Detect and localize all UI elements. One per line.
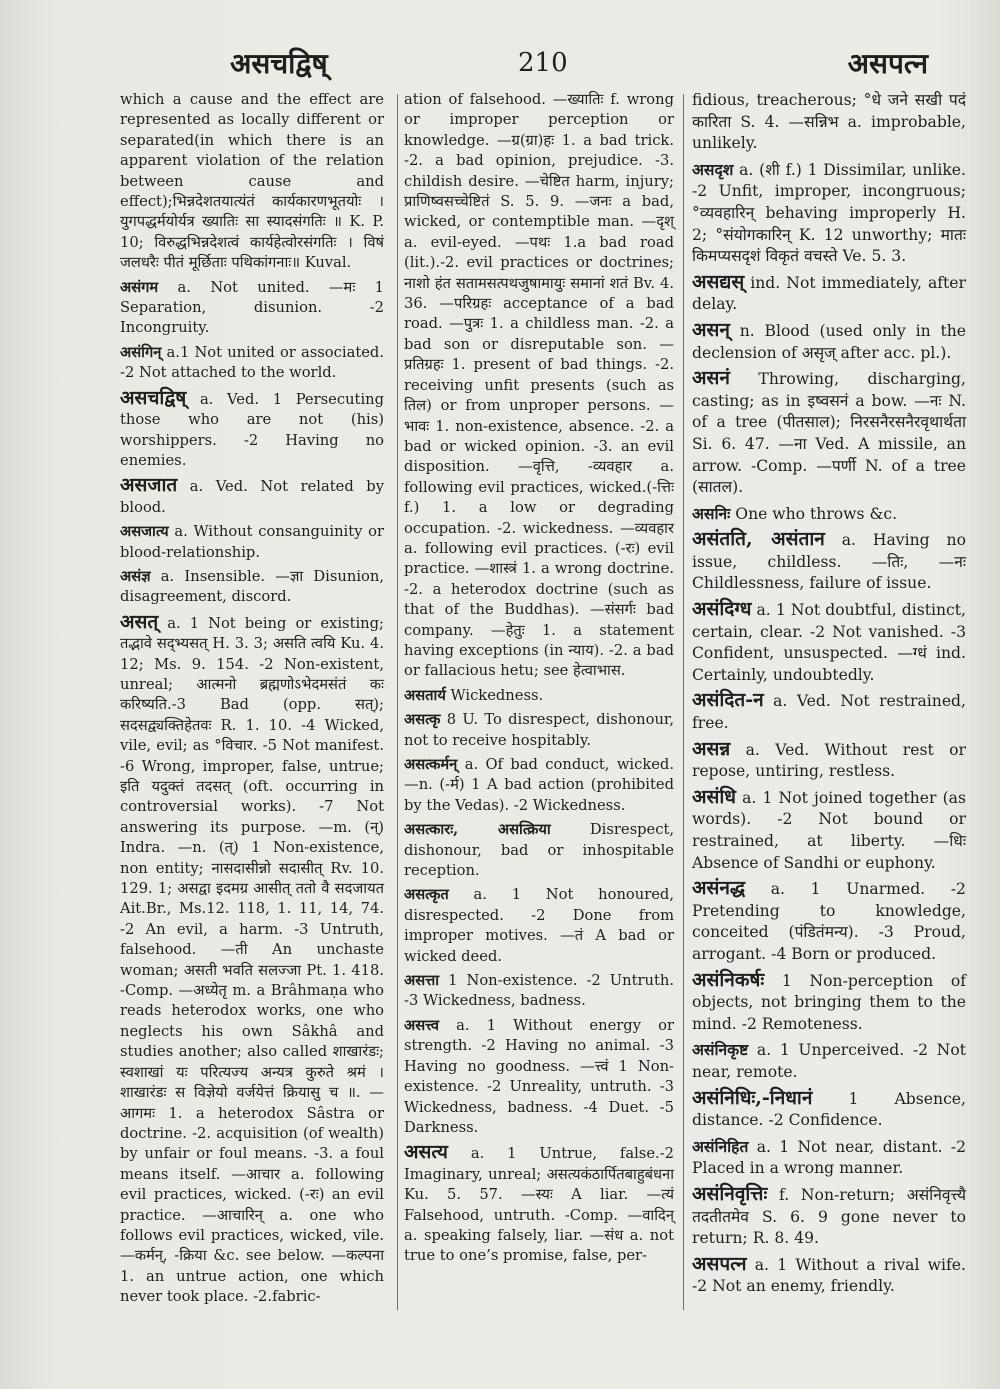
entry-definition: which a cause and the effect are represented as locally different or separated(in which there is an apparent violation of the relation between cause and effect);भिन्नदेशतयात्यंतं कार्यकारणभूतयोः । युगपद्धर्मयोर्यत्र ख्यातिः सा स्यादसंगतिः ॥ K. P. 10; विरुद्धभिन्नदेशत्वं कार्यहेत्वोरसंगतिः । विषं जलधरैः पीतं मूर्छिताः पथिकांगनाः॥ Kuval. [120,91,384,272]
dictionary-entry [692,368,966,499]
entry-definition: a.1 Not united or associated. -2 Not attached to the world. [120,343,384,382]
entry-definition: a. 1 Not honoured, disrespected. -2 Done from improper motives. —तं A bad or wicked deed. [404,886,674,965]
entry-definition: ation of falsehood. —ख्यातिः f. wrong or improper perception or knowledge. —ग्र(ग्रा)हः 1. a bad trick. -2. a bad opinion, prejudice. -3. childish desire. —चेष्टित harm, injury; प्राणिष्वसच्चेष्टितं S. 5. 9. —जनः a bad, wicked, or contemptible man. —दृश् a. evil-eyed. —पथः 1.a bad road (lit.).-2. evil practices or doctrines; नाशो हंत सतामसत्पथजुषामायुः समानां शतं Bv. 4. 36. —परिग्रहः acceptance of a bad road. —पुत्रः 1. a childless man. -2. a bad son or disreputable son. —प्रतिग्रहः 1. present of bad things. -2. receiving unfit presents (such as तिल) or from unproper persons. —भावः 1. non-existence, absence. -2. a bad or wicked opinion. -3. an evil disposition. —वृत्ति, -व्यवहार a. following evil practices, wicked.(-त्तिः f.) 1. a low or degrading occupation. -2. wickedness. —व्यवहार a. following evil practices. (-रः) evil practice. —शास्त्रं 1. a wrong doctrine. -2. a heterodox doctrine (such as that of the Buddhas). —संसर्गः bad company. —हेतुः 1. a statement having exceptions (in न्याय). -2. a bad or fallacious hetu; see हेत्वाभास. [404,91,674,680]
page-number: 210 [518,48,568,78]
dictionary-entry [692,1254,966,1298]
entry-definition: a. 1 Without a rival wife. -2 Not an enemy, friendly. [692,1255,966,1296]
dictionary-entry [120,388,384,472]
entry-headword: असंनिकर्षः [692,968,765,991]
entry-definition: 8 U. To disrespect, dishonour, not to receive hospitably. [404,711,674,749]
entry-definition: ind. Not immediately, after delay. [692,273,966,314]
dictionary-entry [692,320,966,364]
column-2 [404,90,674,1315]
dictionary-entry [692,272,966,316]
dictionary-entry [404,90,674,682]
dictionary-entry [404,755,674,816]
dictionary-entry [120,612,384,1308]
entry-headword: असत्कृ [404,711,441,729]
entry-definition: a. Having no issue, childless. —तिः, —नः Childlessness, failure of issue. [692,531,966,593]
entry-headword: असंनद्ध [692,877,746,900]
entry-definition: a. 1 Untrue, false.-2 Imaginary, unreal; असत्यकंठार्पितबाहुबंधना Ku. 5. 57. —स्यः A liar. —त्यं Falsehood, untruth. -Comp. —वादिन् a. speaking falsely, liar. —संध a. not true to one’s promise, false, per- [404,1145,675,1265]
entry-headword: असजात [120,474,178,497]
entry-headword: असंज्ञ [120,567,151,585]
entry-headword: असंधि [692,785,736,808]
entry-headword: असजात्य [120,523,169,541]
dictionary-entry [404,885,674,967]
entry-definition: a. 1 Not near, distant. -2 Placed in a wrong manner. [692,1137,966,1178]
dictionary-entry [692,503,966,526]
dictionary-entry [692,90,966,155]
entry-headword: असंनिहित [692,1136,749,1156]
dictionary-entry [692,690,966,734]
entry-definition: a. Ved. 1 Persecuting those who are not (his) worshippers. -2 Having no enemies. [120,390,385,469]
entry-headword: असनं [692,367,730,390]
entry-headword: असनिः [692,503,731,523]
entry-definition: fidious, treacherous; °धे जने सखी पदं कारिता S. 4. —सन्निभ a. improbable, unlikely. [692,91,966,153]
dictionary-entry [404,686,674,706]
column-divider [397,94,398,1310]
right-running-headword: असपत्न [847,47,928,80]
entry-headword: असत्कृत [404,886,449,904]
dictionary-entry [404,1142,674,1266]
entry-headword: असंदिग्ध [692,598,752,621]
entry-headword: असद्यस् [692,270,745,293]
dictionary-entry [692,1039,966,1083]
entry-headword: असंतति, असंतान [692,528,825,551]
entry-definition: a. Ved. Without rest or repose, untiring, restless. [692,740,966,781]
column-3 [692,90,966,1315]
dictionary-entry [692,739,966,783]
entry-headword: असन् [692,318,730,341]
entry-headword: असत्त्व [404,1016,439,1034]
entry-headword: असंगिन् [120,343,162,361]
entry-definition: a. Not united. —मः 1 Separation, disunion. -2 Incongruity. [120,278,384,337]
entry-definition: a. Ved. Not restrained, free. [692,692,966,733]
dictionary-entry [692,1184,966,1250]
dictionary-entry [120,475,384,518]
entry-definition: a. 1 Not doubtful, distinct, certain, clear. -2 Not vanished. -3 Confident, unsuspected. —ग्धं ind. Certainly, undoubtedly. [692,601,966,684]
dictionary-entry [692,878,966,965]
entry-definition: 1 Non-existence. -2 Untruth. -3 Wickedness, badness. [404,972,674,1010]
entry-headword: असन्न [692,737,731,760]
entry-definition: a. 1 Unperceived. -2 Not near, remote. [692,1041,966,1081]
dictionary-entry [692,970,966,1036]
entry-definition: 1 Absence, distance. -2 Confidence. [692,1089,966,1130]
entry-headword: असंगम [120,278,159,296]
entry-definition: a. 1 Not being or existing; तद्भावे सद्भ्यसत् H. 3. 3; असति त्वयि Ku. 4. 12; Ms. 9. 154. -2 Non-existent, unreal; आत्मनो ब्रह्मणोऽभेदमसंतं कः करिष्यति.-3 Bad (opp. सत्); सदसद्व्यक्तिहेतवः R. 1. 10. -4 Wicked, vile, evil; as °विचार. -5 Not manifest. -6 Wrong, improper, false, untrue; इति यदुक्तं तदसत् (oft. occurring in controversial works). -7 Not answering its purpose. —m. (न्) Indra. —n. (त्) 1 Non-existence, non entity; नासदासीन्नो सदासीत् Rv. 10. 129. 1; असद्वा इदमग्र आसीत् ततो वै सदजायत Ait.Br., Ms.12. 118, 1. 11, 14, 74. -2 An evil, a harm. -3 Untruth, falsehood. —ती An unchaste woman; असती भवति सलज्जा Pt. 1. 418. -Comp. —अध्येतृ m. a Brâhmaṇa who reads heterodox works, one who neglects his own Sâkhâ and studies another; also called शाखारंडः; स्वशाखां यः परित्यज्य अन्यत्र कुरुते श्रमं । शाखारंडः स विज्ञेयो वर्जयेत्तं क्रियासु च ॥. —आगमः 1. a heterodox Sâstra or doctrine. -2. acquisition (of wealth) by unfair or foul means. -3. a foul means itself. —आचार a. following evil practices, wicked. (-रः) an evil practice. —आचारिन् a. one who follows evil practices, wicked, vile. —कर्मन्, -क्रिया &c. see below. —कल्पना 1. an untrue action, one which never took place. -2.fabric- [120,614,384,1306]
dictionary-entry [692,787,966,874]
entry-headword: असत्कर्मन् [404,756,458,773]
entry-definition: a. Insensible. —ज्ञा Disunion, disagreement, discord. [120,567,384,606]
dictionary-entry [404,710,674,751]
entry-definition: Wickedness. [450,686,544,704]
column-1 [120,90,384,1315]
entry-headword: असंनिकृष्ट [692,1040,749,1060]
entry-headword: असत्कारः, असत्क्रिया [404,821,551,839]
dictionary-entry [404,1016,674,1138]
dictionary-entry [120,278,384,339]
dictionary-entry [692,1088,966,1132]
entry-definition: Disrespect, dishonour, bad or inhospitable reception. [404,821,675,880]
left-running-headword: असचद्विष् [230,47,328,80]
entry-definition: 1 Non-perception of objects, not bringing them to the mind. -2 Remoteness. [692,971,966,1033]
entry-headword: असंदित-न [692,689,764,712]
entry-headword: असंनिधिः,-निधानं [692,1086,813,1109]
dictionary-entry [120,90,384,274]
dictionary-entry [120,522,384,563]
page-header [120,44,964,90]
entry-definition: n. Blood (used only in the declension of असृज् after acc. pl.). [692,321,966,362]
dictionary-entry [692,1136,966,1180]
dictionary-entry [692,159,966,268]
entry-headword: असदृश [692,159,734,179]
entry-headword: असपत्न [692,1252,747,1275]
entry-definition: a. 1 Not joined together (as words). -2 Not bound or restrained, at liberty. —धिः Absence of Sandhi or euphony. [692,788,966,872]
entry-definition: a. Of bad conduct, wicked. —n. (-र्म) 1 A bad action (prohibited by the Vedas). -2 Wickedness. [404,756,675,814]
dictionary-entry [692,529,966,595]
entry-definition: a. 1 Without energy or strength. -2 Having no animal. -3 Having no goodness. —त्त्वं 1 Non-existence. -2 Unreality, untruth. -3 Wickedness, badness. -4 Duet. -5 Darkness. [404,1016,674,1136]
entry-definition: f. Non-return; असंनिवृत्त्यै तदतीतमेव S. 6. 9 gone never to return; R. 8. 49. [692,1185,966,1248]
entry-definition: a. 1 Unarmed. -2 Pretending to knowledge, conceited (पंडितंमन्य). -3 Proud, arrogant. -4 Born or produced. [692,880,966,963]
entry-headword: असत् [120,610,159,633]
dictionary-entry [120,567,384,608]
column-divider [683,94,684,1310]
entry-headword: असंनिवृत्तिः [692,1182,768,1205]
entry-definition: a. Ved. Not related by blood. [120,478,384,516]
entry-headword: असत्ता [404,972,440,990]
dictionary-entry [404,971,674,1012]
entry-headword: असत्य [404,1141,448,1164]
dictionary-columns [120,90,966,1320]
dictionary-entry [692,599,966,686]
dictionary-entry [404,820,674,881]
entry-headword: असचद्विष् [120,386,187,409]
entry-definition: One who throws &c. [735,504,898,523]
entry-definition: a. (शी f.) 1 Dissimilar, unlike. -2 Unfit, improper, incongruous; °व्यवहारिन् behaving improperly H. 2; °संयोगकारिन् K. 12 unworthy; मातः किमप्यसदृशं विकृतं वचस्ते Ve. 5. 3. [692,160,966,266]
dictionary-entry [120,343,384,384]
entry-definition: Throwing, discharging, casting; as in इष्वसनं a bow. —नः N. of a tree (पीतसाल); निरसनैरसनैरवृथार्थता Si. 6. 47. —ना Ved. A missile, an arrow. -Comp. —पर्णी N. of a tree (सातल). [692,370,966,497]
entry-definition: a. Without consanguinity or blood-relationship. [120,523,385,561]
entry-headword: असतार्य [404,686,446,704]
